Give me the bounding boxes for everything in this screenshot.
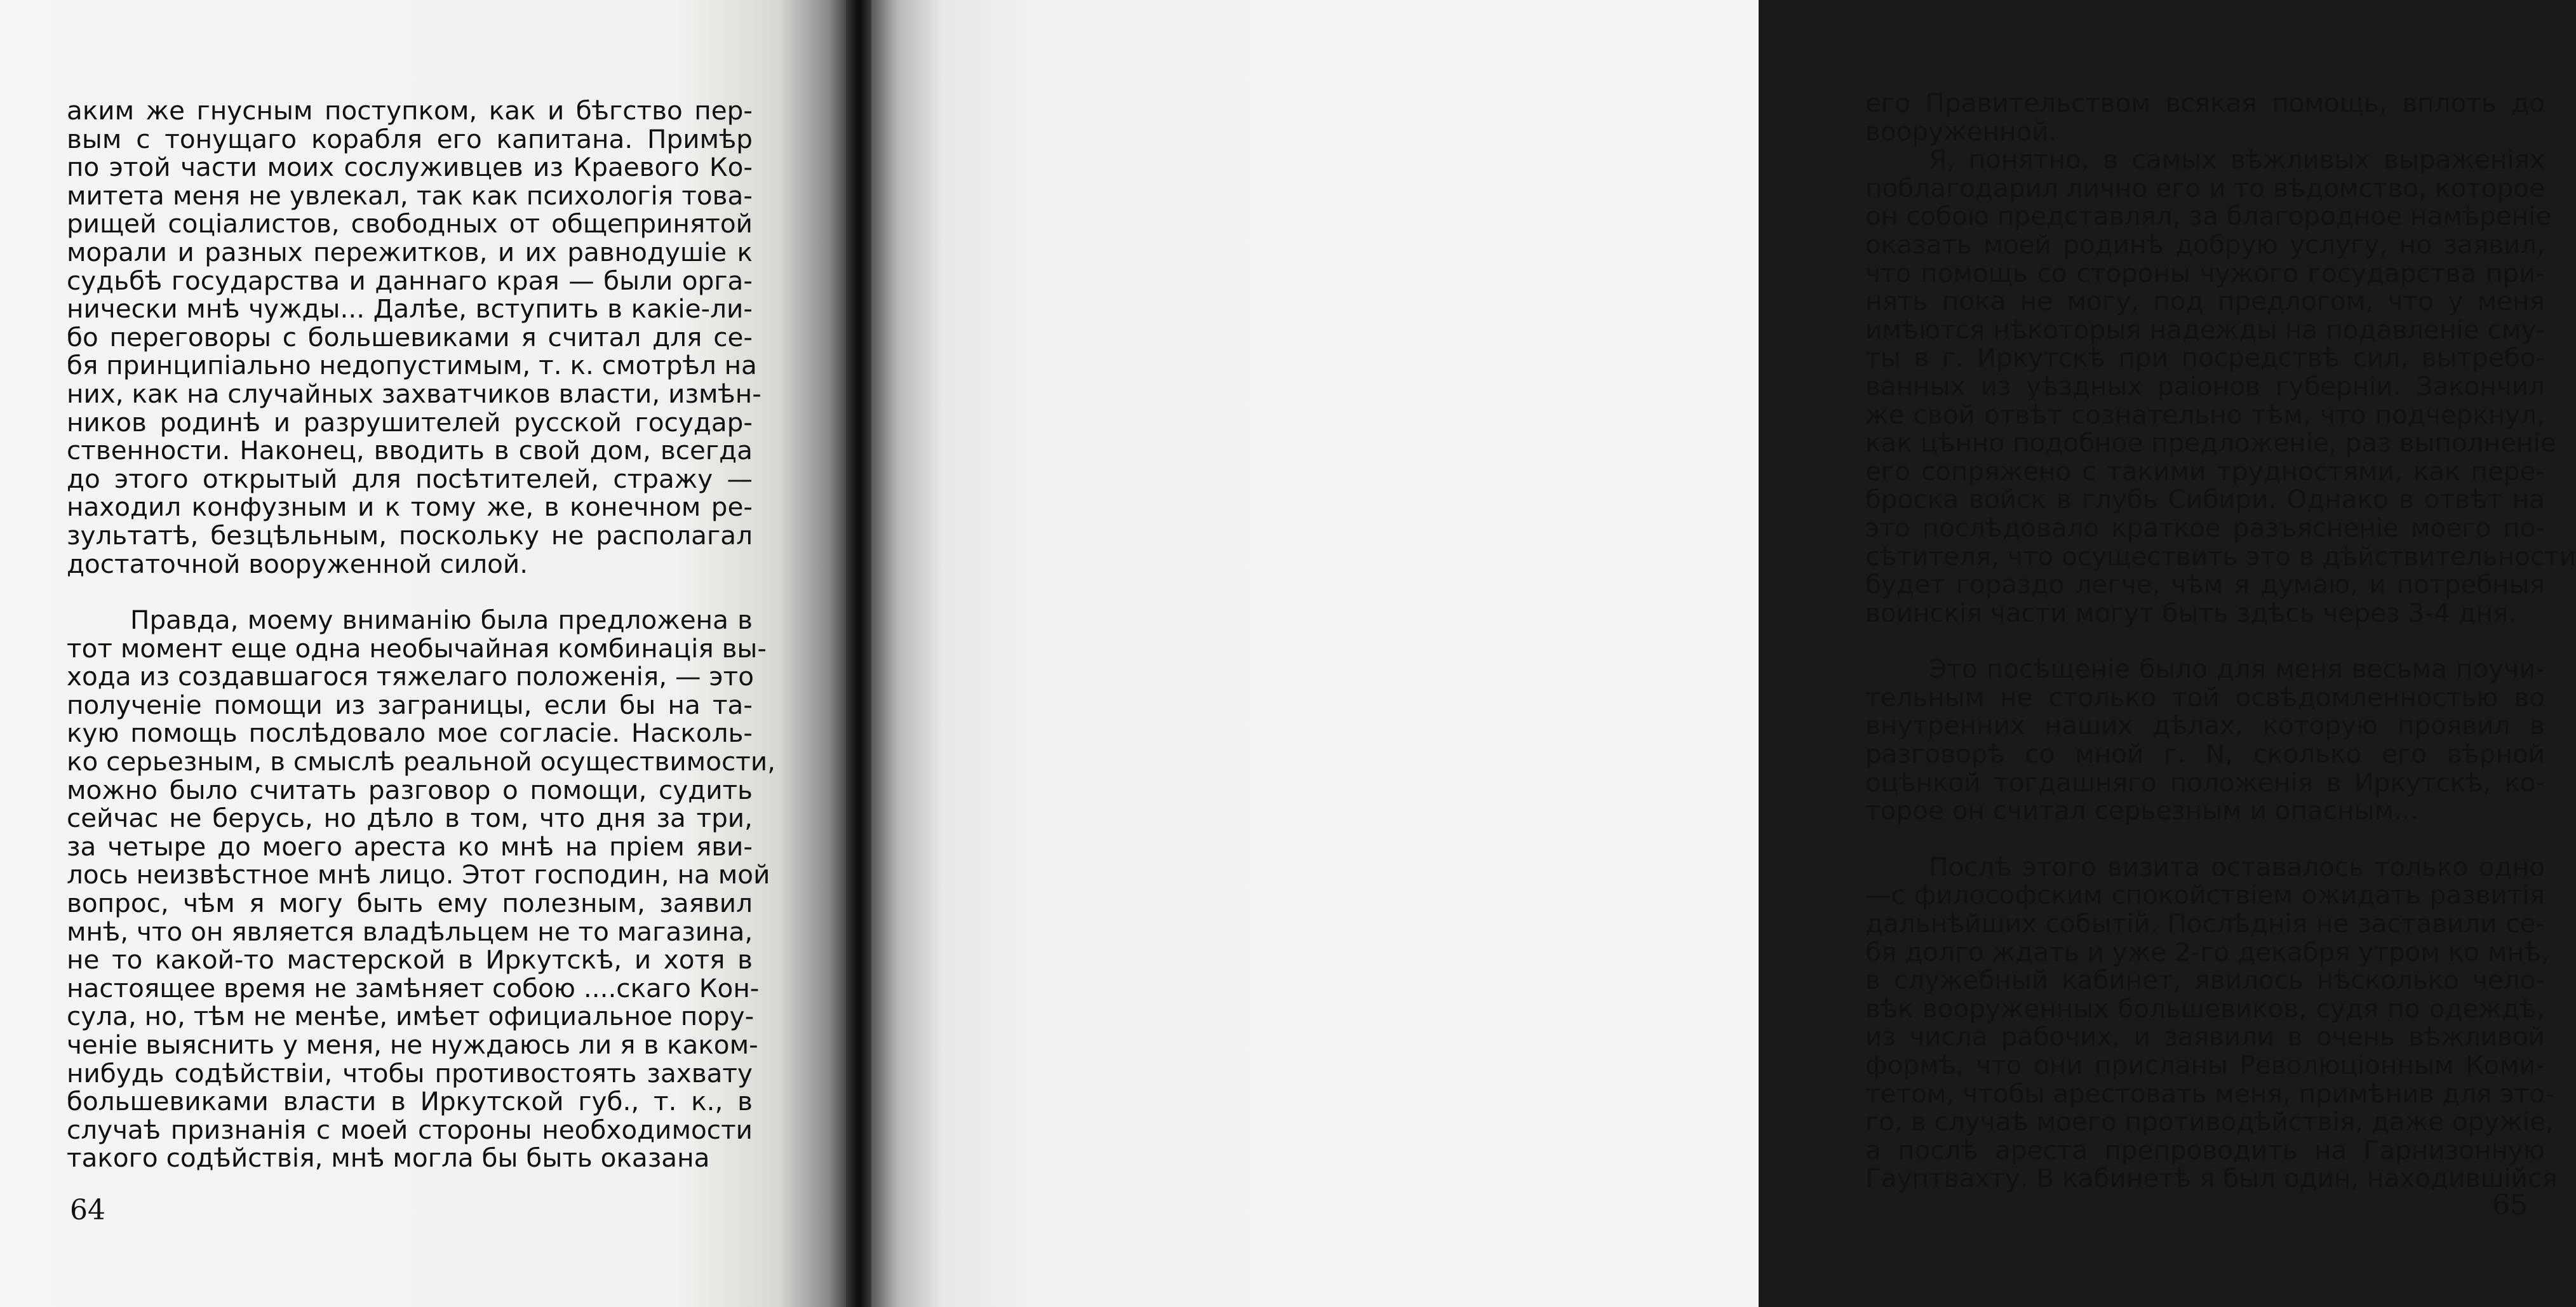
text-line: вопрос, чѣм я могу быть ему полезным, заявил [67, 888, 753, 919]
text-line: ко серьезным, в смыслѣ реальной осуществимости, [67, 746, 776, 777]
text-line: лось неизвѣстное мнѣ лицо. Этот господин, на мой [67, 859, 770, 890]
text-line: зультатѣ, безцѣльным, поскольку не располагал [67, 519, 753, 551]
text-line: Гауптвахту. В кабинетѣ я был один, находившійся [1865, 1163, 2558, 1194]
text-line: по этой части моих сослуживцев из Краевого Ко- [67, 152, 753, 183]
text-line: хода из создавшагося тяжелаго положенія, — это [67, 661, 755, 692]
text-line: бя долго ждать и уже 2-го декабря утром ко мнѣ, [1865, 936, 2550, 967]
text-line: нять пока не могу, под предлогом, что у меня [1865, 286, 2545, 317]
text-line: сула, но, тѣм не менѣе, имѣет официальное пору- [67, 1001, 755, 1032]
left-page-text [67, 95, 776, 1174]
text-line: торое он считал серьезным и опасным... [1865, 795, 2418, 826]
text-line: как цѣнно подобное предложеніе, раз выполненіе [1865, 427, 2556, 459]
text-line: нибудь содѣйствіи, чтобы противостоять захвату [67, 1057, 753, 1089]
text-line: Я, понятно, в самых вѣжливых выраженіях [1929, 144, 2545, 175]
text-line: можно было считать разговор о помощи, судить [67, 774, 753, 805]
text-line: дальнѣйших событій. Послѣднія не заставили се- [1865, 908, 2545, 939]
text-line: находил конфузным и к тому же, в конечном ре- [67, 492, 753, 523]
text-line: настоящее время не замѣняет собою ....скаго Кон- [67, 972, 760, 1003]
text-line: тетом, чтобы арестовать меня, примѣнив для это- [1865, 1078, 2554, 1109]
text-line: будет гораздо легче, чѣм я думаю, и потребныя [1865, 569, 2545, 600]
text-line: ты в г. Иркутскѣ при посредствѣ сил, вытребо- [1865, 342, 2545, 373]
text-line: полученіе помощи из заграницы, если бы на та- [67, 689, 753, 720]
book-gutter [846, 0, 871, 1307]
text-line: ченіе выяснить у меня, не нуждаюсь ли я в каком- [67, 1029, 758, 1060]
text-line: Правда, моему вниманію была предложена в [130, 605, 753, 636]
text-line: что помощь со стороны чужого государства при- [1865, 257, 2545, 288]
left-page [0, 0, 846, 1307]
text-line: вооруженной. [1865, 116, 2057, 147]
text-line: Послѣ этого визита оставалось только одно [1929, 851, 2545, 882]
text-line: митета меня не увлекал, так как психологія това- [67, 180, 753, 211]
text-line: разговорѣ со мной г. N, сколько его вѣрной [1865, 739, 2545, 770]
text-line: поблагодарил лично его и то вѣдомство, которое [1865, 172, 2545, 203]
text-line: морали и разных пережитков, и их равнодушіе к [67, 236, 753, 267]
right-page-text [1865, 88, 2576, 1194]
text-line: он собою представлял, за благородное намѣреніе [1865, 201, 2552, 232]
text-line: оцѣнкой тогдашняго положенія в Иркутскѣ, ко- [1865, 767, 2545, 798]
text-line: сейчас не берусь, но дѣло в том, что дня за три, [67, 803, 753, 834]
paragraph-gap [1865, 627, 2545, 655]
text-line: тельным не столько той освѣдомленностью во [1865, 681, 2545, 713]
text-line: случаѣ признанія с моей стороны необходимости [67, 1114, 753, 1145]
paragraph-gap [67, 578, 753, 606]
text-line: ников родинѣ и разрушителей русской государ- [67, 406, 753, 438]
text-line: имѣются нѣкоторыя надежды на подавленіе сму- [1865, 314, 2546, 345]
text-line: это послѣдовало краткое разъясненіе моего по- [1865, 512, 2545, 543]
text-line: оказать моей родинѣ добрую услугу, но заявил, [1865, 229, 2545, 260]
text-line: его Правительством всякая помощь, вплоть до [1865, 88, 2545, 118]
text-line: Это посѣщеніе было для меня весьма поучи- [1929, 654, 2545, 685]
text-line: них, как на случайных захватчиков власти, измѣн- [67, 378, 761, 409]
text-line: ственности. Наконец, вводить в свой дом, всегда [67, 435, 753, 466]
text-line: сѣтителя, что осуществить это в дѣйствительности [1865, 540, 2576, 572]
text-line: воинскія части могут быть здѣсь через 3-4 дня. [1865, 597, 2517, 628]
paragraph-gap [1865, 825, 2545, 853]
text-line: такого содѣйствія, мнѣ могла бы быть оказана [67, 1143, 710, 1174]
text-line: из числа рабочих, и заявили в очень вѣжливой [1865, 1021, 2545, 1052]
text-line: внутренних наших дѣлах, которую проявил в [1865, 710, 2545, 741]
text-line: за четыре до моего ареста ко мнѣ на пріем яви- [67, 831, 753, 862]
text-line: вѣк вооруженных большевиков, судя по одеждѣ, [1865, 993, 2545, 1024]
text-line: нически мнѣ чужды... Далѣе, вступить в какіе-ли- [67, 293, 753, 325]
text-line: бя принципіально недопустимым, т. к. смотрѣл на [67, 350, 757, 381]
text-line: го, в случаѣ моего противодѣйствія, даже оружіе, [1865, 1106, 2554, 1137]
text-line: тот момент еще одна необычайная комбинація вы- [67, 633, 767, 664]
left-page-number: 64 [70, 1194, 105, 1226]
text-line: —с философским спокойствіем ожидать развитія [1865, 880, 2545, 911]
text-line: формѣ, что они присланы Революціонным Коми- [1865, 1050, 2545, 1080]
text-line: мнѣ, что он является владѣльцем не то магазина, [67, 916, 753, 947]
text-line: не то какой-то мастерской в Иркутскѣ, и хотя в [67, 944, 753, 975]
text-line: кую помощь послѣдовало мое согласіе. Насколь- [67, 718, 753, 749]
text-line: же свой отвѣт сознательно тѣм, что подчеркнул, [1865, 399, 2545, 430]
text-line: судьбѣ государства и даннаго края — были орга- [67, 265, 753, 296]
text-line: ванных из уѣздных раіонов губерніи. Закончил [1865, 370, 2545, 401]
text-line: большевиками власти в Иркутской губ., т. к., в [67, 1086, 753, 1117]
right-page [871, 0, 2576, 1307]
text-line: до этого открытый для посѣтителей, стражу — [67, 463, 753, 494]
text-line: достаточной вооруженной силой. [67, 548, 528, 579]
right-page-number: 65 [2492, 1189, 2528, 1221]
text-line: броска войск в глубь Сибири. Однако в отвѣт на [1865, 484, 2545, 515]
text-line: а послѣ ареста препроводить на Гарнизонную [1865, 1134, 2545, 1165]
text-line: его сопряжено с такими трудностями, как пере- [1865, 455, 2545, 486]
text-line: вым с тонущаго корабля его капитана. Примѣр [67, 123, 753, 154]
text-line: рищей соціалистов, свободных от общепринятой [67, 208, 753, 239]
text-line: аким же гнусным поступком, как и бѣгство пер- [67, 95, 753, 126]
text-line: бо переговоры с большевиками я считал для се- [67, 321, 753, 352]
text-line: в служебный кабинет, явилось нѣсколько чело- [1865, 965, 2545, 996]
